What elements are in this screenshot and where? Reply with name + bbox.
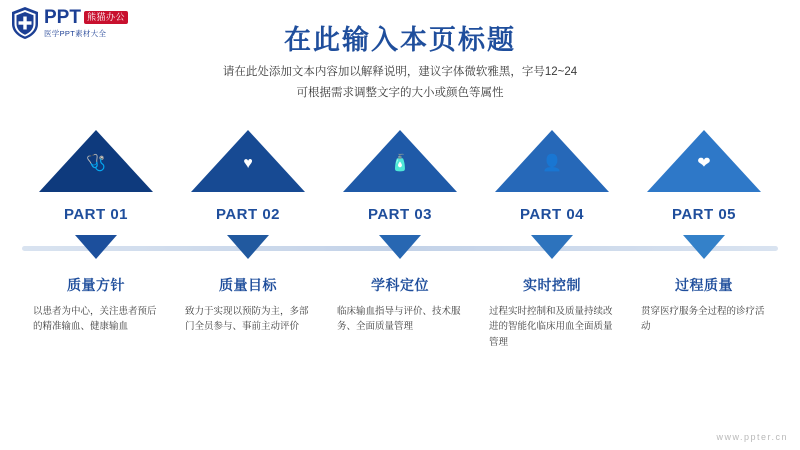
triangle-up-3 xyxy=(343,130,457,192)
triangle-down-1 xyxy=(75,235,117,259)
logo-brand: PPT xyxy=(44,7,81,29)
logo-tagline: 医学PPT素材大全 xyxy=(44,29,107,39)
triangle-down-5 xyxy=(683,235,725,259)
footer-url: www.ppter.cn xyxy=(716,432,788,442)
part-column-1[interactable] xyxy=(20,130,172,350)
triangle-up-4 xyxy=(495,130,609,192)
doctor-icon: 👤 xyxy=(542,155,562,172)
subtitle-line-1: 请在此处添加文本内容加以解释说明，建议字体微软雅黑，字号12~24 xyxy=(222,66,578,78)
page-title: 在此输入本页标题 xyxy=(284,25,516,55)
subtitle-line-2: 可根据需求调整文字的大小或颜色等属性 xyxy=(296,87,504,100)
triangle-down-4 xyxy=(531,235,573,259)
item-title-2: 质量目标 xyxy=(219,277,277,293)
part-label-4: PART 04 xyxy=(519,206,585,223)
part-label-3: PART 03 xyxy=(367,206,433,223)
triangle-down-3 xyxy=(379,235,421,259)
item-desc-2: 致力于实现以预防为主，多部门全员参与、事前主动评价 xyxy=(185,306,309,333)
part-label-5: PART 05 xyxy=(671,206,737,223)
part-label-2: PART 02 xyxy=(215,206,281,223)
part-column-2[interactable] xyxy=(172,130,324,350)
heart-icon: ♥ xyxy=(243,155,253,172)
part-column-4[interactable] xyxy=(476,130,628,350)
triangle-up-5 xyxy=(647,130,761,192)
item-title-5: 过程质量 xyxy=(675,277,733,293)
logo-badge: 熊猫办公 xyxy=(84,11,128,24)
item-title-3: 学科定位 xyxy=(371,277,429,293)
triangle-down-2 xyxy=(227,235,269,259)
part-column-5[interactable] xyxy=(628,130,780,350)
item-title-1: 质量方针 xyxy=(67,277,125,293)
triangle-up-2 xyxy=(191,130,305,192)
item-title-4: 实时控制 xyxy=(523,277,581,293)
page-subtitle xyxy=(0,62,800,105)
heart-drop-icon: ❤ xyxy=(697,155,711,172)
item-desc-5: 贯穿医疗服务全过程的诊疗活动 xyxy=(641,306,765,333)
blood-test-icon: 🩺 xyxy=(86,155,106,172)
item-desc-3: 临床输血指导与评价、技术服务、全面质量管理 xyxy=(337,306,461,333)
item-desc-1: 以患者为中心，关注患者预后的精准输血、健康输血 xyxy=(33,306,157,333)
item-desc-4: 过程实时控制和及质量持续改进的智能化临床用血全面质量管理 xyxy=(489,306,613,348)
triangle-up-1 xyxy=(39,130,153,192)
part-columns xyxy=(20,130,780,350)
blood-bag-icon: 🧴 xyxy=(390,155,410,172)
part-label-1: PART 01 xyxy=(63,206,129,223)
part-column-3[interactable] xyxy=(324,130,476,350)
